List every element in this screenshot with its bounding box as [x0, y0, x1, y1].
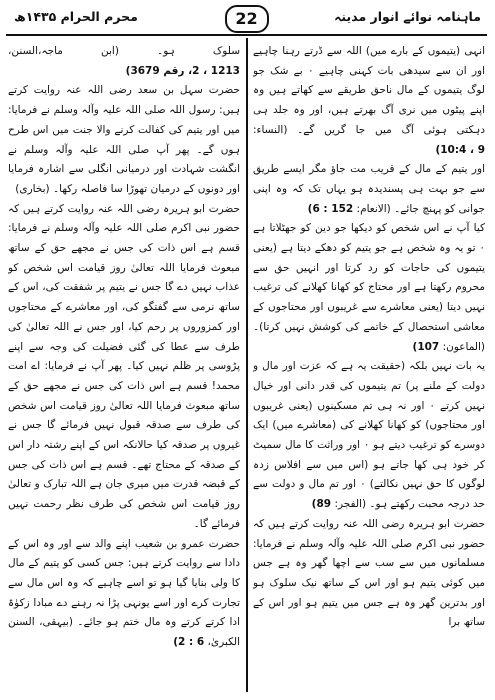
citation: 1213 ، 2، رقم 3679) — [125, 64, 240, 77]
magazine-title: ماہنامہ نوائے انوار مدینہ — [334, 9, 481, 24]
paragraph: حضرت سہل بن سعد رضی اللہ عنہ روایت کرتے ہیں: رسول اللہ صلی اللہ علیہ وآلہ وسلم نے فرمایا: میں اور یتیم کی کفالت کرنے والا جنت میں اس طرح ہوں گے۔ پھر آپ صلی اللہ علیہ وآلہ وسلم نے انگشت شہادت اور درمیانی انگلی سے اشارہ فرمایا اور دونوں کے درمیان تھوڑا سا فاصلہ رکھا۔ (بخاری) — [8, 84, 240, 195]
column-divider — [246, 38, 248, 692]
page-header — [6, 4, 487, 36]
paragraph: کیا آپ نے اس شخص کو دیکھا جو دین کو جھٹلاتا ہے ۰ تو یہ وہ شخص ہے جو یتیم کو دھکے دیتا ہے (یعنی یتیموں کی حاجات کو رد کرتا اور انہیں حق سے محروم رکھتا ہے اور محتاج کو کھانا کھلانے کی ترغیب نہیں دیتا (یعنی معاشرے سے غریبوں اور محتاجوں کے معاشی استحصال کے خاتمے کی کوشش نہیں کرتا)۔ (الماعون: 107) — [253, 222, 485, 353]
citation: 107) — [412, 340, 440, 353]
citation: 152 : 6) — [307, 202, 354, 215]
citation: 9 ، 10:4) — [435, 143, 485, 156]
citation: 6 : 2) — [173, 636, 205, 649]
paragraph: حضرت ابو ہریرہ رضی اللہ عنہ روایت کرتے ہیں کہ حضور نبی اکرم صلی اللہ علیہ وآلہ وسلم نے فرمایا: مسلمانوں میں سے سب سے اچھا گھر وہ ہے جس میں کوئی یتیم ہو اور اس کے ساتھ نیک سلوک ہو اور بدترین گھر وہ ہے جس میں یتیم ہو اور اس کے ساتھ برا — [253, 517, 485, 629]
paragraph: حضرت ابو ہریرہ رضی اللہ عنہ روایت کرتے ہیں کہ حضور نبی اکرم صلی اللہ علیہ وآلہ وسلم نے فرمایا: قسم ہے اس ذات کی جس نے مجھے حق کے ساتھ مبعوث فرمایا اللہ تعالیٰ روز قیامت اس شخص کو عذاب نہیں دے گا جس نے یتیم پر شفقت کی، اس کے ساتھ نرمی سے گفتگو کی، اور معاشرے کے محتاجوں اور کمزوروں پر رحم کیا، اور جس نے اللہ تعالیٰ کی طرف سے عطا کی گئی فضیلت کی وجہ سے اپنے پڑوسی پر ظلم نہیں کیا۔ پھر آپ نے فرمایا: اے امت محمد! قسم ہے اس ذات کی جس نے مجھے حق کے ساتھ مبعوث فرمایا اللہ تعالیٰ روز قیامت اس شخص کی طرف سے صدقہ قبول نہیں فرمائے گا جس نے غیروں پر صدقہ کیا حالانکہ اس کے اپنے رشتہ دار اس کے صدقہ کے محتاج تھے۔ قسم ہے اس ذات کی جس کے قبضہ قدرت میں میری جان ہے اللہ تبارک و تعالیٰ روز قیامت اس شخص کی طرف نظر رحمت نہیں فرمائے گا۔ — [8, 202, 240, 530]
paragraph: یہ بات نہیں بلکہ (حقیقت یہ ہے کہ عزت اور مال و دولت کے ملنے پر) تم یتیموں کی قدر دانی اور خیال نہیں کرتے ۰ اور نہ ہی تم مسکینوں (یعنی غریبوں اور محتاجوں) کو کھانا کھلانے کی (معاشرے میں) ایک دوسرے کو ترغیب دیتے ہو ۰ اور وراثت کا مال سمیٹ کر خود ہی کھا جاتے ہو (اس میں سے افلاس زدہ لوگوں کا حق نہیں نکالتے) ۰ اور تم مال و دولت سے حد درجہ محبت رکھتے ہو۔ (الفجر: 89) — [253, 360, 485, 511]
magazine-page — [6, 4, 487, 694]
paragraph: سلوک ہو۔ (ابن ماجہ،السنن، 1213 ، 2، رقم 3679) — [8, 45, 240, 77]
right-text-column — [253, 42, 485, 692]
left-text-column — [8, 42, 240, 692]
paragraph: انہی (یتیموں کے بارے میں) اللہ سے ڈرتے رہنا چاہیے اور ان سے سیدھی بات کہنی چاہیے ۰ بے شک جو لوگ یتیموں کے مال ناحق طریقے سے کھاتے ہیں وہ اپنے پیٹوں میں نری آگ بھرتے ہیں، اور وہ جلد ہی دہکتی ہوئی آگ میں جا گریں گے۔ (النساء: 9 ، 10:4) — [253, 45, 485, 156]
issue-month: محرم الحرام ۱۴۳۵ھ — [14, 9, 138, 24]
paragraph: اور یتیم کے مال کے قریب مت جاؤ مگر ایسے طریق سے جو بہت ہی پسندیدہ ہو یہاں تک کہ وہ اپنی جوانی کو پہنچ جائے۔ (الانعام: 152 : 6) — [253, 163, 485, 215]
citation: 89) — [311, 498, 332, 511]
paragraph: حضرت عمرو بن شعیب اپنے والد سے اور وہ اس کے دادا سے روایت کرتے ہیں: جس کسی کو یتیم کے مال کا ولی بنایا گیا ہو تو اسے چاہیے کہ وہ اس مال سے تجارت کرے اور اسے یونہی پڑا نہ رہنے دے مبادا زکوٰۃ ادا کرتے کرتے وہ مال ختم ہو جائے۔ (بیہقی، السنن الکبریٰ، 6 : 2) — [8, 537, 240, 649]
page-number-badge: 22 — [225, 5, 269, 33]
